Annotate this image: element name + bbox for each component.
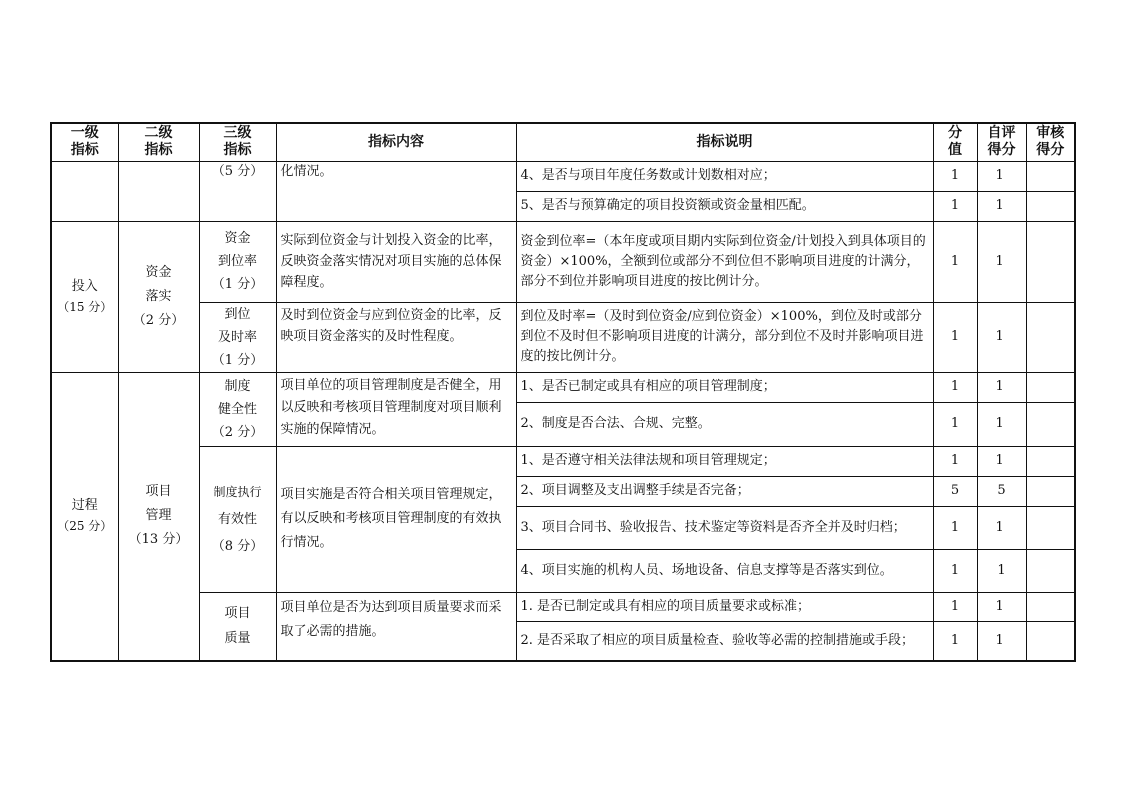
- content-cell: 及时到位资金与应到位资金的比率，反映项目资金落实的及时性程度。: [276, 302, 516, 372]
- table-row: [51, 372, 1075, 402]
- score-cell: 1: [933, 592, 977, 621]
- audit-score-cell: [1026, 372, 1075, 402]
- level3-cell: 到位 及时率 （1 分）: [199, 302, 276, 372]
- self-score-cell: 1: [977, 621, 1026, 661]
- self-score-cell: 1: [977, 221, 1026, 302]
- audit-score-cell: [1026, 161, 1075, 191]
- self-score-cell: 1: [977, 302, 1026, 372]
- desc-cell: 2. 是否采取了相应的项目质量检查、验收等必需的控制措施或手段；: [516, 621, 933, 661]
- table-row: [51, 302, 1075, 372]
- header-self: 自评 得分: [977, 123, 1026, 161]
- self-score-cell: 1: [977, 402, 1026, 446]
- content-cell: 项目实施是否符合相关项目管理规定，有以反映和考核项目管理制度的有效执行情况。: [276, 446, 516, 592]
- header-level2: 二级 指标: [118, 123, 199, 161]
- header-score: 分 值: [933, 123, 977, 161]
- content-cell: 实际到位资金与计划投入资金的比率，反映资金落实情况对项目实施的总体保障程度。: [276, 221, 516, 302]
- score-cell: 1: [933, 161, 977, 191]
- score-cell: 1: [933, 302, 977, 372]
- level3-cell: （5 分）: [199, 161, 276, 221]
- header-audit: 审核 得分: [1026, 123, 1075, 161]
- desc-cell: 资金到位率=（本年度或项目期内实际到位资金/计划投入到具体项目的资金）×100%，全额到位或部分不到位但不影响项目进度的计满分，部分不到位并影响项目进度的按比例计分。: [516, 221, 933, 302]
- level3-cell: 制度 健全性 （2 分）: [199, 372, 276, 446]
- audit-score-cell: [1026, 302, 1075, 372]
- score-cell: 1: [933, 446, 977, 476]
- content-cell: 项目单位的项目管理制度是否健全，用以反映和考核项目管理制度对项目顺利实施的保障情况。: [276, 372, 516, 446]
- audit-score-cell: [1026, 549, 1075, 592]
- self-score-cell: 5: [977, 476, 1026, 506]
- content-cell: 项目单位是否为达到项目质量要求而采取了必需的措施。: [276, 592, 516, 661]
- score-cell: 1: [933, 506, 977, 549]
- level3-cell: 制度执行 有效性 （8 分）: [199, 446, 276, 592]
- level2-cell: 资金 落实 （2 分）: [118, 221, 199, 372]
- audit-score-cell: [1026, 592, 1075, 621]
- audit-score-cell: [1026, 221, 1075, 302]
- score-cell: 1: [933, 621, 977, 661]
- level1-cell: 投入 （15 分）: [51, 221, 118, 372]
- header-content: 指标内容: [276, 123, 516, 161]
- audit-score-cell: [1026, 476, 1075, 506]
- self-score-cell: 1: [977, 506, 1026, 549]
- header-row: [51, 123, 1075, 161]
- desc-cell: 5、是否与预算确定的项目投资额或资金量相匹配。: [516, 191, 933, 221]
- desc-cell: 1、是否已制定或具有相应的项目管理制度；: [516, 372, 933, 402]
- audit-score-cell: [1026, 402, 1075, 446]
- content-cell: 化情况。: [276, 161, 516, 221]
- score-cell: 1: [933, 549, 977, 592]
- score-cell: 5: [933, 476, 977, 506]
- score-cell: 1: [933, 402, 977, 446]
- table-row: [51, 592, 1075, 621]
- self-score-cell: 1: [977, 592, 1026, 621]
- score-cell: 1: [933, 191, 977, 221]
- table-row: [51, 221, 1075, 302]
- self-score-cell: 1: [977, 549, 1026, 592]
- desc-cell: 2、制度是否合法、合规、完整。: [516, 402, 933, 446]
- evaluation-table: [50, 122, 1076, 662]
- self-score-cell: 1: [977, 161, 1026, 191]
- level1-cell: 过程 （25 分）: [51, 372, 118, 661]
- header-desc: 指标说明: [516, 123, 933, 161]
- desc-cell: 2、项目调整及支出调整手续是否完备；: [516, 476, 933, 506]
- desc-cell: 1. 是否已制定或具有相应的项目质量要求或标准；: [516, 592, 933, 621]
- self-score-cell: 1: [977, 372, 1026, 402]
- level2-cell: 项目 管理 （13 分）: [118, 372, 199, 661]
- table-row: [51, 446, 1075, 476]
- score-cell: 1: [933, 372, 977, 402]
- audit-score-cell: [1026, 621, 1075, 661]
- desc-cell: 4、是否与项目年度任务数或计划数相对应；: [516, 161, 933, 191]
- desc-cell: 到位及时率=（及时到位资金/应到位资金）×100%，到位及时或部分到位不及时但不影响项目进度的计满分，部分到位不及时并影响项目进度的按比例计分。: [516, 302, 933, 372]
- audit-score-cell: [1026, 446, 1075, 476]
- header-level1: 一级 指标: [51, 123, 118, 161]
- audit-score-cell: [1026, 506, 1075, 549]
- audit-score-cell: [1026, 191, 1075, 221]
- desc-cell: 4、项目实施的机构人员、场地设备、信息支撑等是否落实到位。: [516, 549, 933, 592]
- self-score-cell: 1: [977, 446, 1026, 476]
- desc-cell: 1、是否遵守相关法律法规和项目管理规定；: [516, 446, 933, 476]
- self-score-cell: 1: [977, 191, 1026, 221]
- score-cell: 1: [933, 221, 977, 302]
- header-level3: 三级 指标: [199, 123, 276, 161]
- level1-cell: [51, 161, 118, 221]
- table-row: [51, 161, 1075, 191]
- level3-cell: 项目 质量: [199, 592, 276, 661]
- level3-cell: 资金 到位率 （1 分）: [199, 221, 276, 302]
- level2-cell: [118, 161, 199, 221]
- desc-cell: 3、项目合同书、验收报告、技术鉴定等资料是否齐全并及时归档；: [516, 506, 933, 549]
